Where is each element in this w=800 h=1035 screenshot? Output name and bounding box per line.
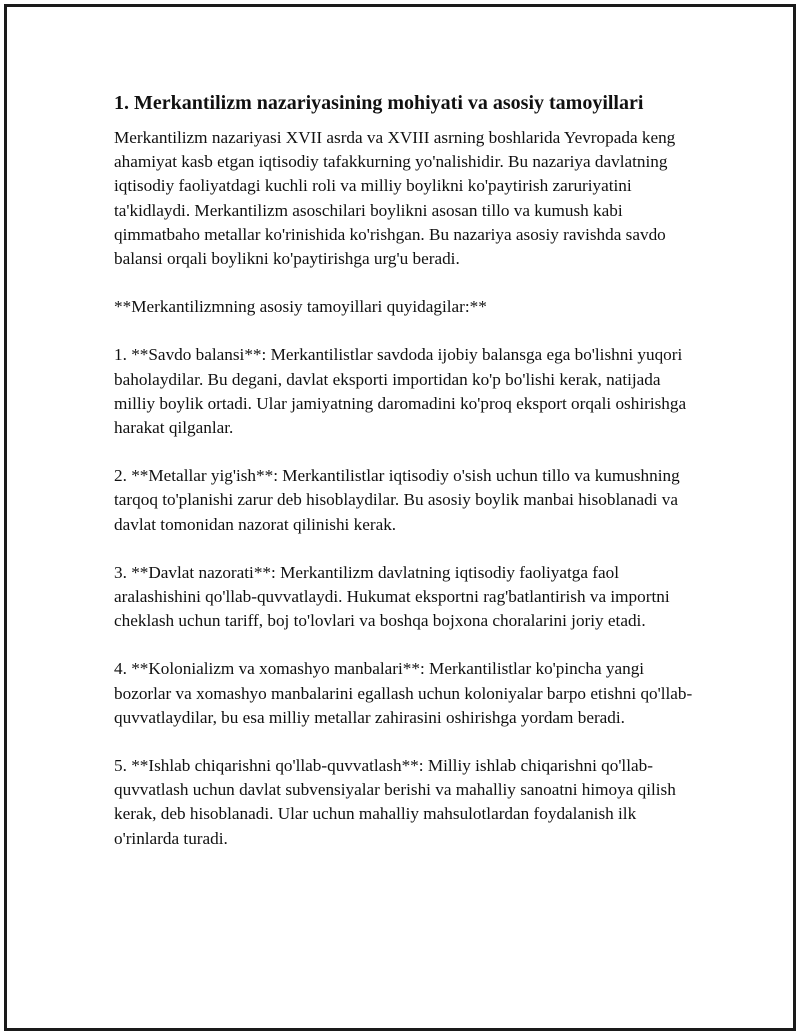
principle-ishlab-chiqarish: 5. **Ishlab chiqarishni qo'llab-quvvatlash**: Milliy ishlab chiqarishni qo'llab-quvvatlash uchun davlat subvensiyalar berishi va mahalliy sanoatni himoya qilish kerak, deb hisoblanadi. Ular uchun mahalliy mahsulotlardan foydalanish ilk o'rinlarda turadi. (114, 756, 676, 848)
principle-davlat-nazorati: 3. **Davlat nazorati**: Merkantilizm davlatning iqtisodiy faoliyatga faol aralashishini qo'llab-quvvatlaydi. Hukumat eksportni rag'batlantirish va importni cheklash uchun tariff, boj to'lovlari va boshqa bojxona choralarini joriy etadi. (114, 562, 670, 631)
principles-header: **Merkantilizmning asosiy tamoyillari quyidagilar:** (114, 297, 487, 317)
principle-kolonializm: 4. **Kolonializm va xomashyo manbalari**: Merkantilistlar ko'pincha yangi bozorlar va xomashyo manbalarini egallash uchun koloniyalar barpo etishni qo'llab-quvvatlaydilar, bu esa milliy metallar zahirasini oshirishga yordam beradi. (114, 659, 693, 727)
principle-metallar-yigish: 2. **Metallar yig'ish**: Merkantilistlar iqtisodiy o'sish uchun tillo va kumushning tarqoq to'planishi zarur deb hisoblaydilar. Bu asosiy boylik manbai hisoblanadi va davlat tomonidan nazorat qilinishi kerak. (114, 466, 680, 534)
section-heading: 1. Merkantilizm nazariyasining mohiyati va asosiy tamoyillari (114, 92, 644, 114)
principle-savdo-balansi: 1. **Savdo balansi**: Merkantilistlar savdoda ijobiy balansga ega bo'lishni yuqori baholaydilar. Bu degani, davlat eksporti importidan ko'p bo'lishi kerak, natijada milliy boylik ortadi. Ular jamiyatning daromadini ko'proq eksport orqali oshirishga harakat qilganlar. (114, 345, 687, 438)
document-body (114, 90, 694, 875)
intro-paragraph: Merkantilizm nazariyasi XVII asrda va XVIII asrning boshlarida Yevropada keng ahamiyat kasb etgan iqtisodiy tafakkurning yo'nalishidir. Bu nazariya davlatning iqtisodiy faoliyatdagi kuchli roli va milliy boylikni ko'paytirish zaruriyatini ta'kidlaydi. Merkantilizm asoschilari boylikni asosan tillo va kumush kabi qimmatbaho metallar ko'rinishida ko'rishgan. Bu nazariya asosiy ravishda savdo balansi orqali boylikni ko'paytirishga urg'u beradi. (114, 128, 676, 269)
